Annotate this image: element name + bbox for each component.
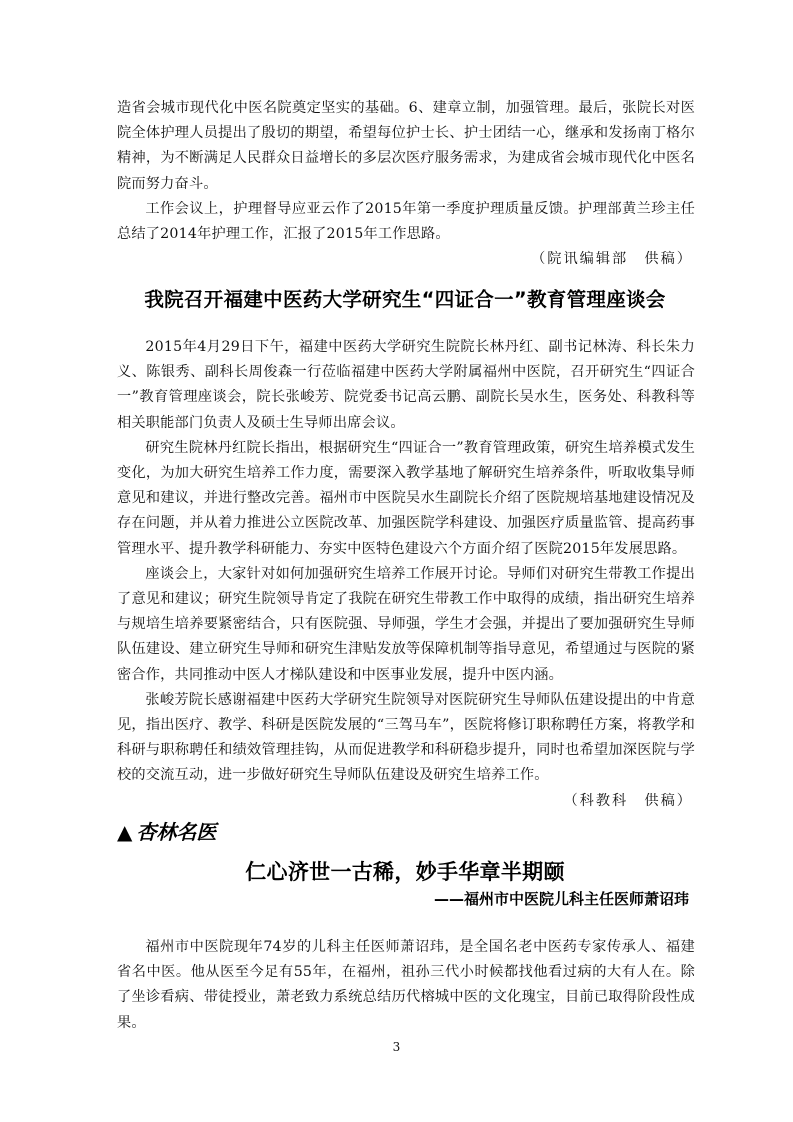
triangle-icon: ▲	[117, 820, 133, 844]
profile-title: 仁心济世一古稀，妙手华章半期颐	[245, 860, 565, 884]
profile-body	[117, 935, 695, 1036]
continued-article-block	[117, 96, 695, 272]
section-header	[117, 816, 216, 845]
profile-subtitle: ——福州市中医院儿科主任医师萧诏玮	[433, 890, 689, 908]
page-number: 3	[392, 1040, 401, 1054]
article-paragraph: 张峻芳院长感谢福建中医药大学研究生院领导对医院研究生导师队伍建设提出的中肯意见，指出医疗、教学、科研是医院发展的“三驾马车”，医院将修订职称聘任方案，将教学和科研与职称聘任和绩效管理挂钩，从而促进教学和科研稳步提升，同时也希望加深医院与学校的交流互动，进一步做好研究生导师队伍建设及研究生培养工作。	[117, 691, 695, 784]
article-paragraph: 2015年4月29日下午，福建中医药大学研究生院院长林丹红、副书记林涛、科长朱力义、陈银秀、副科长周俊森一行莅临福建中医药大学附属福州中医院，召开研究生“四证合一”教育管理座谈会，院长张峻芳、院党委书记高云鹏、副院长吴水生，医务处、科教科等相关职能部门负责人及硕士生导师出席会议。	[117, 339, 695, 431]
source-credit	[117, 789, 695, 814]
source-credit	[117, 247, 695, 272]
article-paragraph: 研究生院林丹红院长指出，根据研究生“四证合一”教育管理政策，研究生培养模式发生变化，为加大研究生培养工作力度，需要深入教学基地了解研究生培养条件，听取收集导师意见和建议，并进行整改完善。福州市中医院吴水生副院长介绍了医院规培基地建设情况及存在问题，并从着力推进公立医院改革、加强医院学科建设、加强医疗质量监管、提高药事管理水平、提升教学科研能力、夯实中医特色建设六个方面介绍了医院2015年发展思路。	[117, 439, 695, 557]
article-title: 我院召开福建中医药大学研究生“四证合一”教育管理座谈会	[144, 288, 666, 311]
meeting-paragraph: 工作会议上，护理督导应亚云作了2015年第一季度护理质量反馈。护理部黄兰珍主任总结了2014年护理工作，汇报了2015年工作思路。	[117, 200, 695, 243]
profile-paragraph: 福州市中医院现年74岁的儿科主任医师萧诏玮，是全国名老中医药专家传承人、福建省名中医。他从医至今足有55年，在福州，祖孙三代小时候都找他看过病的大有人在。除了坐诊看病、带徒授业，萧老致力系统总结历代榕城中医的文化瑰宝，目前已取得阶段性成果。	[117, 939, 695, 1031]
source-credit-text: （科教科 供稿）	[563, 792, 693, 809]
source-credit-text: （院讯编辑部 供稿）	[531, 251, 693, 268]
article-paragraph: 座谈会上，大家针对如何加强研究生培养工作展开讨论。导师们对研究生带教工作提出了意见和建议；研究生院领导肯定了我院在研究生带教工作中取得的成绩，指出研究生培养与规培生培养要紧密结合，只有医院强、导师强，学生才会强，并提出了要加强研究生导师队伍建设、建立研究生导师和研究生津贴发放等保障机制等指导意见，希望通过与医院的紧密合作，共同推动中医人才梯队建设和中医事业发展，提升中医内涵。	[117, 565, 695, 683]
article-body	[117, 335, 695, 814]
continued-paragraph: 造省会城市现代化中医名院奠定坚实的基础。6、建章立制，加强管理。最后，张院长对医院全体护理人员提出了殷切的期望，希望每位护士长、护士团结一心，继承和发扬南丁格尔精神，为不断满足人民群众日益增长的多层次医疗服务需求，为建成省会城市现代化中医名院而努力奋斗。	[117, 100, 695, 192]
section-label: 杏林名医	[136, 820, 217, 844]
